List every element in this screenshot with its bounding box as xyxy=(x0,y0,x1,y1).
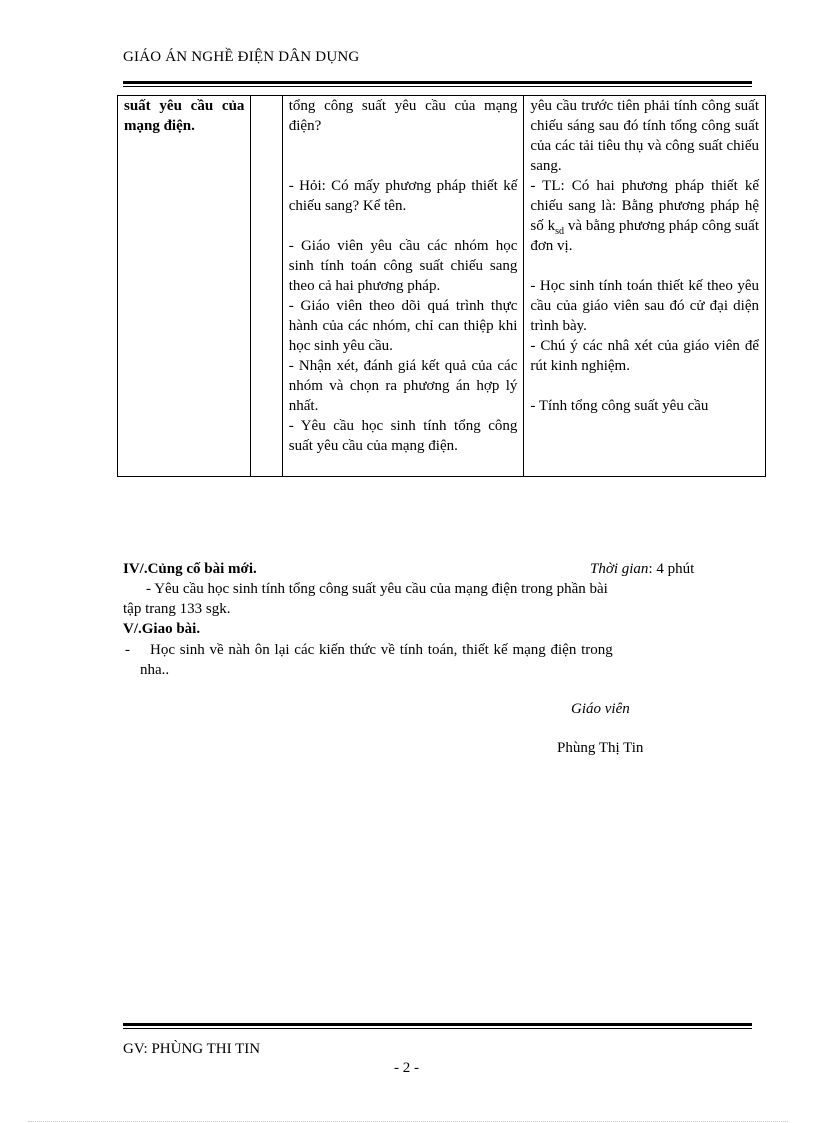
teacher-activity-cell xyxy=(282,96,524,477)
section-4-title: IV/.Củng cố bài mới. xyxy=(123,561,257,577)
section-5-line-2: nha.. xyxy=(140,662,170,678)
teacher-activity-2: - Hỏi: Có mấy phương pháp thiết kế chiếu sang? Kể tên. xyxy=(288,178,518,214)
section-4-line-2: tập trang 133 sgk. xyxy=(123,601,231,617)
signature-role: Giáo viên xyxy=(571,701,630,717)
time-label: Thời gian xyxy=(590,561,649,577)
footer-rule-thick xyxy=(123,1023,752,1026)
teacher-activity-1: tổng công suất yêu cầu của mạng điện? xyxy=(288,98,518,134)
time-value: : 4 phút xyxy=(648,561,695,577)
table-row xyxy=(118,96,766,477)
student-activity-1: yêu cầu trước tiên phải tính công suất chiếu sáng sau đó tính tổng công suất của các tải tiêu thụ và công suất chiếu sang. xyxy=(530,98,759,174)
teacher-activity-4: - Giáo viên theo dõi quá trình thực hành của các nhóm, chỉ can thiệp khi học sinh yêu cầu. xyxy=(288,298,518,354)
footer-rule-thin xyxy=(123,1028,752,1029)
student-activity-cell xyxy=(524,96,766,477)
time-cell xyxy=(251,96,282,477)
signature-name: Phùng Thị Tin xyxy=(557,740,644,756)
section-4-time xyxy=(590,559,694,579)
lesson-table xyxy=(117,95,766,477)
teacher-activity-6: - Yêu cầu học sinh tính tổng công suất yêu cầu của mạng điện. xyxy=(288,418,518,454)
header-rule-thick xyxy=(123,81,752,84)
ksd-subscript: sd xyxy=(555,226,564,237)
teacher-activity-3: - Giáo viên yêu cầu các nhóm học sinh tính toán công suất chiếu sang theo cả hai phương pháp. xyxy=(288,238,518,294)
student-activity-3: - Học sinh tính toán thiết kế theo yêu cầu của giáo viên sau đó cử đại diện trình bày. xyxy=(530,278,759,334)
section-5-line-1: Học sinh về nàh ôn lại các kiến thức về tính toán, thiết kế mạng điện trong xyxy=(150,642,613,658)
student-activity-4: - Chú ý các nhâ xét của giáo viên để rút kinh nghiệm. xyxy=(530,338,759,374)
spacer xyxy=(530,376,759,396)
page-boundary xyxy=(28,1121,788,1122)
student-activity-2-end: và bằng phương pháp công suất đơn vị. xyxy=(530,218,759,254)
section-4-line-1: - Yêu cầu học sinh tính tổng công suất yêu cầu của mạng điện trong phần bài xyxy=(146,581,608,597)
content-text: suất yêu cầu của mạng điện. xyxy=(124,98,245,134)
footer-author: GV: PHÙNG THI TIN xyxy=(123,1041,261,1057)
student-activity-2-text: - TL: Có hai phương pháp thiết kế chiếu sang là: Bằng phương pháp hệ số k xyxy=(530,178,759,234)
page-number: - 2 - xyxy=(394,1060,419,1076)
student-activity-2 xyxy=(530,176,759,276)
teacher-activity-5: - Nhận xét, đánh giá kết quả của các nhóm và chọn ra phương án hợp lý nhất. xyxy=(288,358,518,414)
list-bullet: - xyxy=(125,642,130,658)
header-rule-thin xyxy=(123,86,752,87)
content-cell xyxy=(118,96,251,477)
section-5-title: V/.Giao bài. xyxy=(123,621,201,637)
student-activity-5: - Tính tổng công suất yêu cầu xyxy=(530,398,709,414)
document-header: GIÁO ÁN NGHỀ ĐIỆN DÂN DỤNG xyxy=(123,49,360,65)
